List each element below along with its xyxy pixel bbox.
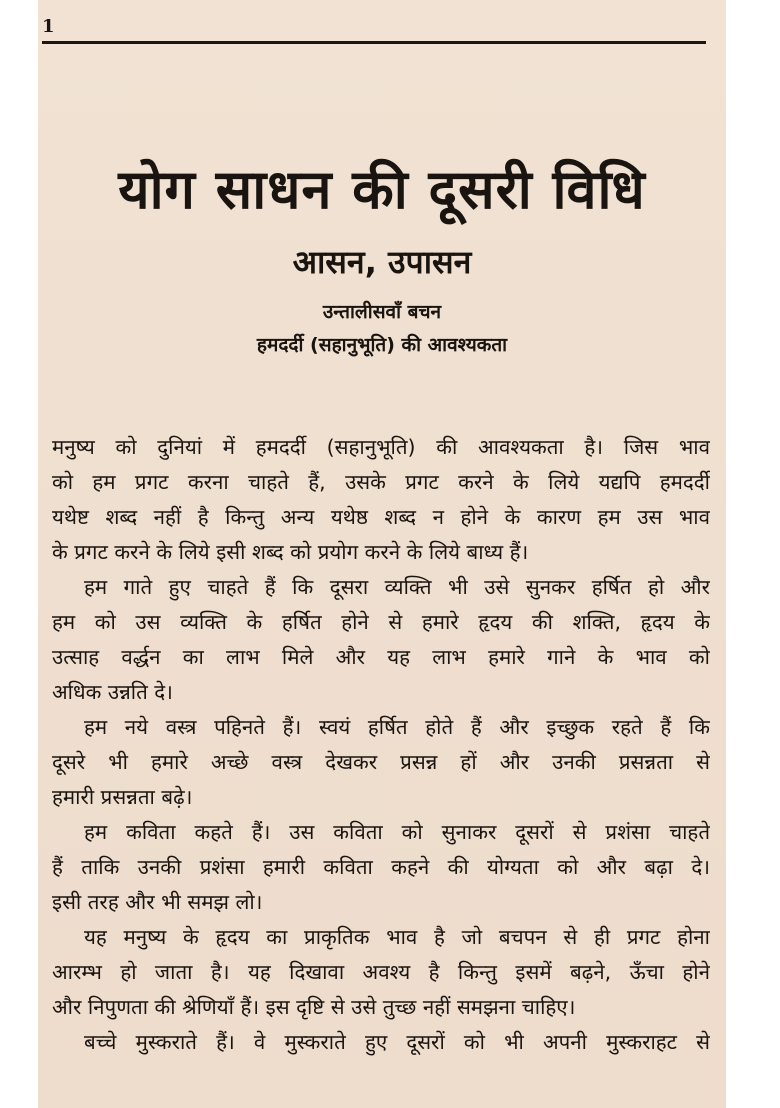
subtitle: आसन, उपासन bbox=[292, 243, 472, 281]
paragraph-line: हम को उस व्यक्ति के हर्षित होने से हमारे हृदय की शक्ति, हृदय के bbox=[52, 610, 710, 634]
paragraph-line: हैं ताकि उनकी प्रशंसा हमारी कविता कहने की योग्यता को और बढ़ा दे। bbox=[52, 855, 710, 879]
section-heading: हमदर्दी (सहानुभूति) की आवश्यकता bbox=[256, 334, 508, 356]
paragraph-line: इसी तरह और भी समझ लो। bbox=[52, 890, 263, 914]
paragraph-line: हमारी प्रसन्नता बढ़े। bbox=[52, 785, 193, 809]
paragraph-line: उत्साह वर्द्धन का लाभ मिले और यह लाभ हमारे गाने के भाव को bbox=[52, 645, 710, 669]
paragraph-line: आरम्भ हो जाता है। यह दिखावा अवश्य है किन्तु इसमें बढ़ने, ऊँचा होने bbox=[52, 960, 710, 984]
paragraph-line: दूसरे भी हमारे अच्छे वस्त्र देखकर प्रसन्न हों और उनकी प्रसन्नता से bbox=[52, 750, 710, 774]
paragraph-line: यह मनुष्य के हृदय का प्राकृतिक भाव है जो बचपन से ही प्रगट होना bbox=[84, 925, 710, 949]
paragraph-line: हम कविता कहते हैं। उस कविता को सुनाकर दूसरों से प्रशंसा चाहते bbox=[84, 820, 710, 844]
paragraph-line: के प्रगट करने के लिये इसी शब्द को प्रयोग करने के लिये बाध्य हैं। bbox=[52, 540, 529, 564]
paragraph-line: बच्चे मुस्कराते हैं। वे मुस्कराते हुए दूसरों को भी अपनी मुस्कराहट से bbox=[84, 1030, 710, 1054]
paragraph-line: मनुष्य को दुनियां में हमदर्दी (सहानुभूति) की आवश्यकता है। जिस भाव bbox=[52, 435, 710, 459]
chapter-label: उन्तालीसवाँ बचन bbox=[322, 301, 442, 323]
paragraph-line: हम नये वस्त्र पहिनते हैं। स्वयं हर्षित होते हैं और इच्छुक रहते हैं कि bbox=[84, 715, 710, 739]
body-text bbox=[52, 430, 710, 1060]
paragraph-line: यथेष्ट शब्द नहीं है किन्तु अन्य यथेष्ठ शब्द न होने के कारण हम उस भाव bbox=[52, 505, 710, 529]
paragraph-line: और निपुणता की श्रेणियाँ हैं। इस दृष्टि से उसे तुच्छ नहीं समझना चाहिए। bbox=[52, 995, 576, 1019]
page-title: योग साधन की दूसरी विधि bbox=[118, 158, 646, 221]
header-rule bbox=[42, 41, 706, 44]
paragraph-line: हम गाते हुए चाहते हैं कि दूसरा व्यक्ति भी उसे सुनकर हर्षित हो और bbox=[84, 575, 710, 599]
paragraph-line: अधिक उन्नति दे। bbox=[52, 680, 173, 704]
page-number: 1 bbox=[42, 16, 55, 37]
paragraph-line: को हम प्रगट करना चाहते हैं, उसके प्रगट करने के लिये यद्यपि हमदर्दी bbox=[52, 470, 710, 494]
